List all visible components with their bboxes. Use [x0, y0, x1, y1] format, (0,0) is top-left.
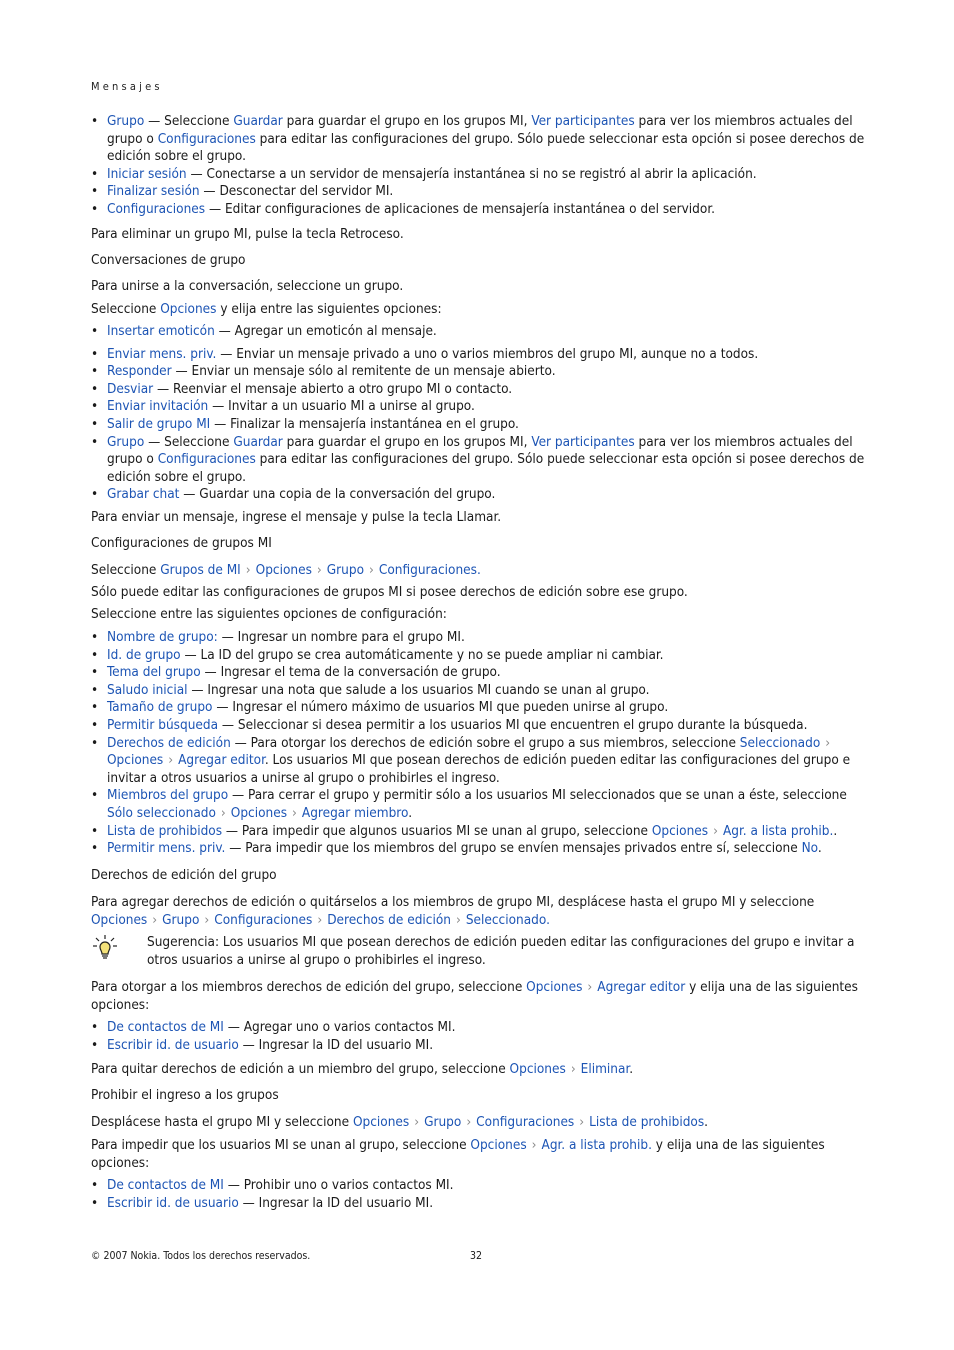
menu-path-term: Escribir id. de usuario — [107, 1036, 239, 1053]
paragraph: Para impedir que los usuarios MI se unan al grupo, seleccione Opciones › Agr. a lista prohib. y elija una de las siguientes opciones: — [91, 1137, 825, 1171]
list-item: • Escribir id. de usuario — Ingresar la ID del usuario MI. — [91, 1195, 866, 1213]
chevron-right-icon: › — [825, 734, 831, 751]
menu-path-term: Id. de grupo — [107, 646, 181, 663]
paragraph: Desplácese hasta el grupo MI y seleccione Opciones › Grupo › Configuraciones › Lista de prohibidos. — [91, 1114, 709, 1130]
page-header: Mensajes — [91, 80, 163, 93]
menu-path-term: Tamaño de grupo — [107, 699, 213, 716]
chevron-right-icon: › — [245, 562, 251, 578]
chevron-right-icon: › — [531, 1137, 537, 1153]
tip-text: Sugerencia: Los usuarios MI que posean derechos de edición pueden editar las configuraciones del grupo e invitar a otros usuarios a unirse al grupo o prohibirles el ingreso. — [147, 934, 855, 968]
menu-path-term: Enviar invitación — [107, 398, 209, 415]
menu-path-term: Permitir mens. priv. — [107, 840, 226, 857]
list-item: • Grupo — Seleccione Guardar para guardar el grupo en los grupos MI, Ver participantes para ver los miembros actuales del grupo o Configuraciones para editar las configuraciones del grupo. Sólo puede seleccionar esta opción si posee derechos de edición sobre el grupo. — [91, 113, 866, 166]
list-item: • Escribir id. de usuario — Ingresar la ID del usuario MI. — [91, 1037, 866, 1055]
menu-path-term: Grupo — [326, 562, 365, 578]
menu-path-term: Grupos de MI — [160, 562, 241, 578]
menu-path-term: Sólo seleccionado — [107, 804, 216, 821]
paragraph: Sólo puede editar las configuraciones de grupos MI si posee derechos de edición sobre ese grupo. — [91, 584, 688, 600]
paragraph: Para otorgar a los miembros derechos de edición del grupo, seleccione Opciones › Agregar editor y elija una de las siguientes opciones: — [91, 979, 858, 1013]
menu-path-term: Responder — [107, 363, 172, 380]
menu-path-term: Opciones — [107, 752, 164, 769]
section-heading: Conversaciones de grupo — [91, 252, 246, 268]
tip-box — [91, 934, 866, 969]
menu-path-term: Opciones — [651, 822, 709, 839]
list-item: • Grabar chat — Guardar una copia de la conversación del grupo. — [91, 486, 866, 504]
config-options-list — [91, 629, 866, 858]
menu-path-term: Opciones — [526, 979, 583, 995]
chevron-right-icon: › — [414, 1114, 420, 1130]
paragraph: Seleccione entre las siguientes opciones de configuración: — [91, 606, 447, 622]
menu-path-term: Opciones — [255, 562, 312, 578]
list-item: • Insertar emoticón — Agregar un emoticón al mensaje. — [91, 323, 866, 341]
list-item: • Salir de grupo MI — Finalizar la mensajería instantánea en el grupo. — [91, 416, 866, 434]
menu-path-term: Grupo — [107, 433, 145, 450]
menu-path-term: Iniciar sesión — [107, 165, 187, 182]
menu-path-term: Grupo — [107, 113, 145, 129]
chevron-right-icon: › — [168, 752, 174, 769]
menu-path-term: Opciones — [91, 911, 148, 928]
chevron-right-icon: › — [369, 562, 374, 578]
menu-path-term: No — [801, 840, 818, 857]
chevron-right-icon: › — [152, 911, 158, 928]
menu-path-term: Opciones — [509, 1061, 566, 1077]
menu-path-term: Agr. a lista prohib. — [722, 822, 834, 839]
chevron-right-icon: › — [220, 804, 226, 821]
list-item: • Tema del grupo — Ingresar el tema de la conversación de grupo. — [91, 664, 866, 682]
lightbulb-icon — [91, 934, 119, 960]
menu-path-term: Agregar editor — [597, 979, 686, 995]
list-item: • Derechos de edición — Para otorgar los derechos de edición sobre el grupo a sus miembros, seleccione Seleccionado ›Opciones › Agregar editor. Los usuarios MI que posean derechos de edición pueden editar las configuraciones del grupo e invitar a otros usuarios a unirse al grupo o prohibirles el ingreso. — [91, 735, 866, 788]
paragraph: Para enviar un mensaje, ingrese el mensaje y pulse la tecla Llamar. — [91, 509, 502, 525]
page-number: 32 — [470, 1250, 483, 1262]
menu-path-term: Seleccionado — [739, 734, 821, 751]
ban-options-list — [91, 1177, 866, 1212]
menu-path-term: Configuraciones — [107, 200, 206, 217]
menu-path-term: Ver participantes — [531, 433, 635, 450]
menu-path-term: Grupo — [424, 1114, 462, 1130]
list-item: • De contactos de MI — Prohibir uno o varios contactos MI. — [91, 1177, 866, 1195]
menu-path-term: De contactos de MI — [107, 1019, 224, 1035]
list-item: • Permitir búsqueda — Seleccionar si desea permitir a los usuarios MI que encuentren el grupo durante la búsqueda. — [91, 717, 866, 735]
menu-path-term: . — [546, 911, 550, 928]
chevron-right-icon: › — [579, 1114, 585, 1130]
list-item: • Nombre de grupo: — Ingresar un nombre para el grupo MI. — [91, 629, 866, 647]
list-item: • Desviar — Reenviar el mensaje abierto a otro grupo MI o contacto. — [91, 381, 866, 399]
list-item: • Miembros del grupo — Para cerrar el grupo y permitir sólo a los usuarios MI seleccionados que se unan a éste, seleccione Sólo seleccionado › Opciones › Agregar miembro. — [91, 787, 866, 822]
menu-path-term: Configuraciones — [476, 1114, 575, 1130]
menu-path-term: Escribir id. de usuario — [107, 1194, 239, 1211]
menu-path-term: Agr. a lista prohib. — [541, 1137, 652, 1153]
menu-path-term: Agregar editor — [178, 752, 265, 769]
chevron-right-icon: › — [317, 911, 323, 928]
list-item: • Iniciar sesión — Conectarse a un servidor de mensajería instantánea si no se registró al abrir la aplicación. — [91, 166, 866, 184]
chevron-right-icon: › — [292, 804, 297, 821]
menu-path-term: Agregar miembro — [301, 804, 409, 821]
menu-path-term: Grupo — [162, 911, 200, 928]
menu-path-term: Finalizar sesión — [107, 183, 200, 200]
menu-path-term: Guardar — [233, 433, 283, 450]
menu-path-term: Nombre de grupo: — [107, 629, 218, 645]
menu-path-term: Saludo inicial — [107, 681, 188, 698]
menu-path-term: Configuraciones — [157, 130, 256, 147]
menu-path-term: Configuraciones — [157, 451, 256, 468]
paragraph: Para quitar derechos de edición a un miembro del grupo, seleccione Opciones › Eliminar. — [91, 1061, 634, 1077]
menu-path-term: Enviar mens. priv. — [107, 345, 217, 362]
menu-path-term: Desviar — [107, 380, 154, 397]
menu-path-term: Configuraciones — [378, 562, 477, 578]
chevron-right-icon: › — [570, 1061, 576, 1077]
menu-path-term: Lista de prohibidos — [107, 822, 223, 839]
menu-path-term: Guardar — [233, 113, 283, 129]
nav-path: Seleccione Grupos de MI › Opciones › Grupo › Configuraciones. — [91, 562, 481, 578]
list-item: • De contactos de MI — Agregar uno o varios contactos MI. — [91, 1019, 866, 1037]
menu-path-term: Opciones — [470, 1137, 527, 1153]
chevron-right-icon: › — [455, 911, 461, 928]
list-item: • Responder — Enviar un mensaje sólo al remitente de un mensaje abierto. — [91, 363, 866, 381]
list-item: • Tamaño de grupo — Ingresar el número máximo de usuarios MI que pueden unirse al grupo. — [91, 699, 866, 717]
menu-path-term: Derechos de edición — [107, 734, 231, 751]
menu-path-term: Insertar emoticón — [107, 323, 215, 339]
group-options-list — [91, 113, 866, 219]
list-item: • Id. de grupo — La ID del grupo se crea automáticamente y no se puede ampliar ni cambiar. — [91, 647, 866, 665]
menu-path-term: Grabar chat — [107, 486, 180, 503]
menu-path-term: Tema del grupo — [107, 664, 201, 681]
paragraph: Seleccione Opciones y elija entre las siguientes opciones: — [91, 301, 442, 317]
chevron-right-icon: › — [204, 911, 210, 928]
editor-options-list — [91, 1019, 866, 1054]
menu-path-term: . — [476, 562, 481, 578]
menu-path-term: Seleccionado — [465, 911, 547, 928]
section-heading: Configuraciones de grupos MI — [91, 535, 272, 551]
list-item: • Grupo — Seleccione Guardar para guardar el grupo en los grupos MI, Ver participantes para ver los miembros actuales del grupo o Configuraciones para editar las configuraciones del grupo. Sólo puede seleccionar esta opción si posee derechos de edición sobre el grupo. — [91, 434, 866, 487]
list-item: • Enviar mens. priv. — Enviar un mensaje privado a uno o varios miembros del grupo MI, aunque no a todos. — [91, 346, 866, 364]
menu-path-term: De contactos de MI — [107, 1177, 224, 1193]
list-item: • Lista de prohibidos — Para impedir que algunos usuarios MI se unan al grupo, seleccione Opciones › Agr. a lista prohib.. — [91, 823, 866, 841]
chevron-right-icon: › — [466, 1114, 472, 1130]
menu-path-term: Miembros del grupo — [107, 787, 229, 804]
menu-path-term: Ver participantes — [531, 113, 635, 129]
menu-path-term: Opciones — [160, 301, 217, 317]
menu-path-term: Opciones — [230, 804, 288, 821]
paragraph: Para eliminar un grupo MI, pulse la tecla Retroceso. — [91, 226, 404, 242]
menu-path-term: Opciones — [352, 1114, 410, 1130]
paragraph: Para agregar derechos de edición o quitárselos a los miembros de grupo MI, desplácese hasta el grupo MI y seleccione Opciones › Grupo › Configuraciones › Derechos de edición › Seleccionado. — [91, 894, 815, 928]
menu-path-term: Lista de prohibidos — [589, 1114, 705, 1130]
conversation-options-list — [91, 323, 866, 504]
copyright-footer: © 2007 Nokia. Todos los derechos reservados. — [91, 1250, 311, 1262]
menu-path-term: Salir de grupo MI — [107, 415, 211, 432]
paragraph: Para unirse a la conversación, seleccione un grupo. — [91, 278, 404, 294]
list-item: • Finalizar sesión — Desconectar del servidor MI. — [91, 183, 866, 201]
chevron-right-icon: › — [316, 562, 322, 578]
menu-path-term: Derechos de edición — [327, 911, 451, 928]
section-heading: Derechos de edición del grupo — [91, 867, 277, 883]
menu-path-term: Permitir búsqueda — [107, 716, 219, 733]
list-item: • Saludo inicial — Ingresar una nota que salude a los usuarios MI cuando se unan al grupo. — [91, 682, 866, 700]
list-item: • Permitir mens. priv. — Para impedir que los miembros del grupo se envíen mensajes privados entre sí, seleccione No. — [91, 840, 866, 858]
menu-path-term: Configuraciones — [214, 911, 313, 928]
section-heading: Prohibir el ingreso a los grupos — [91, 1087, 279, 1103]
chevron-right-icon: › — [713, 822, 718, 839]
list-item: • Configuraciones — Editar configuraciones de aplicaciones de mensajería instantánea o del servidor. — [91, 201, 866, 219]
list-item: • Enviar invitación — Invitar a un usuario MI a unirse al grupo. — [91, 398, 866, 416]
chevron-right-icon: › — [587, 979, 593, 995]
menu-path-term: Eliminar — [580, 1061, 630, 1077]
